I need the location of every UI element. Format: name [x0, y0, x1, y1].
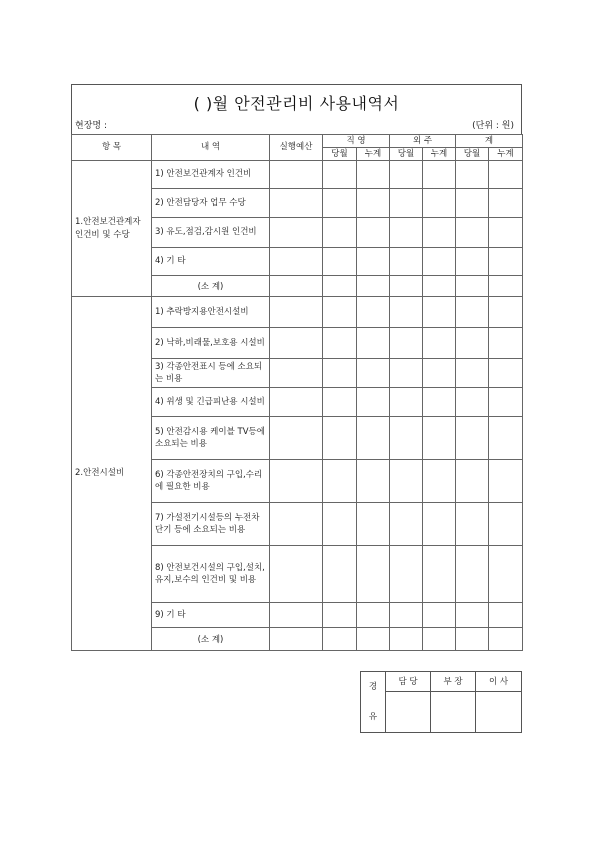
- amount-cell[interactable]: [456, 460, 489, 503]
- amount-cell[interactable]: [357, 248, 390, 276]
- amount-cell[interactable]: [357, 218, 390, 248]
- amount-cell[interactable]: [423, 503, 456, 546]
- budget-cell[interactable]: [270, 388, 323, 417]
- amount-cell[interactable]: [489, 359, 523, 388]
- item-label: 3) 각종안전표시 등에 소요되는 비용: [152, 359, 270, 388]
- budget-cell[interactable]: [270, 628, 323, 651]
- amount-cell[interactable]: [423, 388, 456, 417]
- amount-cell[interactable]: [390, 388, 423, 417]
- amount-cell[interactable]: [489, 161, 523, 189]
- amount-cell[interactable]: [423, 161, 456, 189]
- amount-cell[interactable]: [456, 417, 489, 460]
- amount-cell[interactable]: [323, 603, 357, 628]
- amount-cell[interactable]: [489, 297, 523, 328]
- amount-cell[interactable]: [390, 628, 423, 651]
- amount-cell[interactable]: [489, 328, 523, 359]
- budget-cell[interactable]: [270, 359, 323, 388]
- amount-cell[interactable]: [357, 161, 390, 189]
- approval-col-manager: 담 당: [386, 672, 431, 692]
- budget-cell[interactable]: [270, 546, 323, 603]
- header-outsource: 외 주: [390, 135, 456, 148]
- amount-cell[interactable]: [390, 218, 423, 248]
- amount-cell[interactable]: [489, 189, 523, 218]
- budget-cell[interactable]: [270, 328, 323, 359]
- amount-cell[interactable]: [357, 297, 390, 328]
- amount-cell[interactable]: [423, 218, 456, 248]
- item-label: 1) 안전보건관계자 인건비: [152, 161, 270, 189]
- amount-cell[interactable]: [390, 276, 423, 297]
- amount-cell[interactable]: [323, 417, 357, 460]
- item-label: 9) 기 타: [152, 603, 270, 628]
- amount-cell[interactable]: [423, 628, 456, 651]
- amount-cell[interactable]: [323, 546, 357, 603]
- amount-cell[interactable]: [390, 161, 423, 189]
- amount-cell[interactable]: [423, 248, 456, 276]
- form-header-box: [71, 84, 522, 134]
- amount-cell[interactable]: [456, 248, 489, 276]
- item-label: 8) 안전보건시설의 구입,설치,유지,보수의 인건비 및 비용: [152, 546, 270, 603]
- amount-cell[interactable]: [456, 161, 489, 189]
- item-label: 3) 유도,점검,감시원 인건비: [152, 218, 270, 248]
- item-label: 6) 각종안전장치의 구입,수리에 필요한 비용: [152, 460, 270, 503]
- amount-cell[interactable]: [423, 276, 456, 297]
- amount-cell[interactable]: [390, 328, 423, 359]
- amount-cell[interactable]: [323, 297, 357, 328]
- category-cell: 1.안전보건관계자 인건비 및 수당: [72, 161, 152, 297]
- amount-cell[interactable]: [323, 276, 357, 297]
- budget-cell[interactable]: [270, 218, 323, 248]
- amount-cell[interactable]: [357, 189, 390, 218]
- amount-cell[interactable]: [357, 628, 390, 651]
- amount-cell[interactable]: [456, 503, 489, 546]
- amount-cell[interactable]: [423, 417, 456, 460]
- budget-cell[interactable]: [270, 248, 323, 276]
- budget-cell[interactable]: [270, 161, 323, 189]
- amount-cell[interactable]: [489, 417, 523, 460]
- amount-cell[interactable]: [323, 328, 357, 359]
- unit-label: (단위 : 원): [472, 121, 514, 131]
- amount-cell[interactable]: [357, 546, 390, 603]
- item-label: 2) 낙하,비래물,보호용 시설비: [152, 328, 270, 359]
- amount-cell[interactable]: [423, 460, 456, 503]
- amount-cell[interactable]: [423, 359, 456, 388]
- amount-cell[interactable]: [456, 189, 489, 218]
- item-label: 2) 안전담당자 업무 수당: [152, 189, 270, 218]
- header-item: 항 목: [72, 135, 152, 161]
- header-sub: 당월: [456, 148, 489, 161]
- header-sub: 당월: [323, 148, 357, 161]
- amount-cell[interactable]: [323, 189, 357, 218]
- amount-cell[interactable]: [323, 388, 357, 417]
- sign-box-executive[interactable]: [476, 691, 522, 732]
- amount-cell[interactable]: [423, 189, 456, 218]
- amount-cell[interactable]: [390, 248, 423, 276]
- amount-cell[interactable]: [456, 603, 489, 628]
- header-sub: 누계: [489, 148, 523, 161]
- budget-cell[interactable]: [270, 460, 323, 503]
- page-title: ( )월 안전관리비 사용내역서: [193, 94, 400, 113]
- budget-cell[interactable]: [270, 503, 323, 546]
- item-label: 4) 기 타: [152, 248, 270, 276]
- amount-cell[interactable]: [489, 546, 523, 603]
- amount-cell[interactable]: [323, 218, 357, 248]
- amount-cell[interactable]: [489, 503, 523, 546]
- site-name-label: 현장명 :: [75, 121, 107, 131]
- budget-cell[interactable]: [270, 276, 323, 297]
- amount-cell[interactable]: [456, 628, 489, 651]
- amount-cell[interactable]: [423, 297, 456, 328]
- subtotal-label: (소 계): [152, 628, 270, 651]
- amount-cell[interactable]: [390, 417, 423, 460]
- item-label: 7) 가설전기시설등의 누전차단기 등에 소요되는 비용: [152, 503, 270, 546]
- approval-side-label: [361, 672, 386, 733]
- budget-cell[interactable]: [270, 417, 323, 460]
- amount-cell[interactable]: [357, 460, 390, 503]
- approval-col-executive: 이 사: [476, 672, 522, 692]
- item-label: 1) 추락방지용안전시설비: [152, 297, 270, 328]
- budget-cell[interactable]: [270, 189, 323, 218]
- header-sub: 누계: [423, 148, 456, 161]
- amount-cell[interactable]: [456, 297, 489, 328]
- amount-cell[interactable]: [390, 297, 423, 328]
- sign-box-manager[interactable]: [386, 691, 431, 732]
- header-detail: 내 역: [152, 135, 270, 161]
- header-sub: 당월: [390, 148, 423, 161]
- amount-cell[interactable]: [390, 503, 423, 546]
- amount-cell[interactable]: [357, 359, 390, 388]
- amount-cell[interactable]: [323, 628, 357, 651]
- header-budget: 실행예산: [270, 135, 323, 161]
- table-row: [72, 161, 523, 189]
- amount-cell[interactable]: [456, 328, 489, 359]
- amount-cell[interactable]: [456, 546, 489, 603]
- amount-cell[interactable]: [323, 248, 357, 276]
- amount-cell[interactable]: [323, 359, 357, 388]
- amount-cell[interactable]: [357, 603, 390, 628]
- amount-cell[interactable]: [456, 388, 489, 417]
- sign-box-director[interactable]: [431, 691, 476, 732]
- subtotal-label: (소 계): [152, 276, 270, 297]
- amount-cell[interactable]: [390, 460, 423, 503]
- amount-cell[interactable]: [489, 460, 523, 503]
- amount-cell[interactable]: [323, 161, 357, 189]
- amount-cell[interactable]: [423, 603, 456, 628]
- amount-cell[interactable]: [456, 359, 489, 388]
- amount-cell[interactable]: [323, 503, 357, 546]
- amount-cell[interactable]: [423, 546, 456, 603]
- header-sub: 누계: [357, 148, 390, 161]
- amount-cell[interactable]: [357, 503, 390, 546]
- item-label: 5) 안전감시용 케이블 TV등에 소요되는 비용: [152, 417, 270, 460]
- amount-cell[interactable]: [390, 546, 423, 603]
- amount-cell[interactable]: [390, 189, 423, 218]
- amount-cell[interactable]: [323, 460, 357, 503]
- amount-cell[interactable]: [423, 328, 456, 359]
- approval-table: [360, 671, 522, 733]
- amount-cell[interactable]: [357, 328, 390, 359]
- approval-side-top: 경: [368, 682, 378, 692]
- category-cell: 2.안전시설비: [72, 297, 152, 651]
- amount-cell[interactable]: [456, 276, 489, 297]
- amount-cell[interactable]: [489, 603, 523, 628]
- budget-cell[interactable]: [270, 297, 323, 328]
- item-label: 4) 위생 및 긴급피난용 시설비: [152, 388, 270, 417]
- header-row-1: [72, 135, 523, 148]
- usage-table: [71, 134, 523, 651]
- amount-cell[interactable]: [489, 276, 523, 297]
- amount-cell[interactable]: [357, 276, 390, 297]
- table-row: [72, 297, 523, 328]
- amount-cell[interactable]: [489, 248, 523, 276]
- budget-cell[interactable]: [270, 603, 323, 628]
- amount-cell[interactable]: [489, 218, 523, 248]
- amount-cell[interactable]: [456, 218, 489, 248]
- header-direct: 직 영: [323, 135, 390, 148]
- amount-cell[interactable]: [357, 417, 390, 460]
- amount-cell[interactable]: [390, 359, 423, 388]
- approval-side-bottom: 유: [368, 712, 378, 722]
- amount-cell[interactable]: [489, 628, 523, 651]
- header-total: 계: [456, 135, 523, 148]
- amount-cell[interactable]: [489, 388, 523, 417]
- amount-cell[interactable]: [390, 603, 423, 628]
- amount-cell[interactable]: [357, 388, 390, 417]
- approval-col-director: 부 장: [431, 672, 476, 692]
